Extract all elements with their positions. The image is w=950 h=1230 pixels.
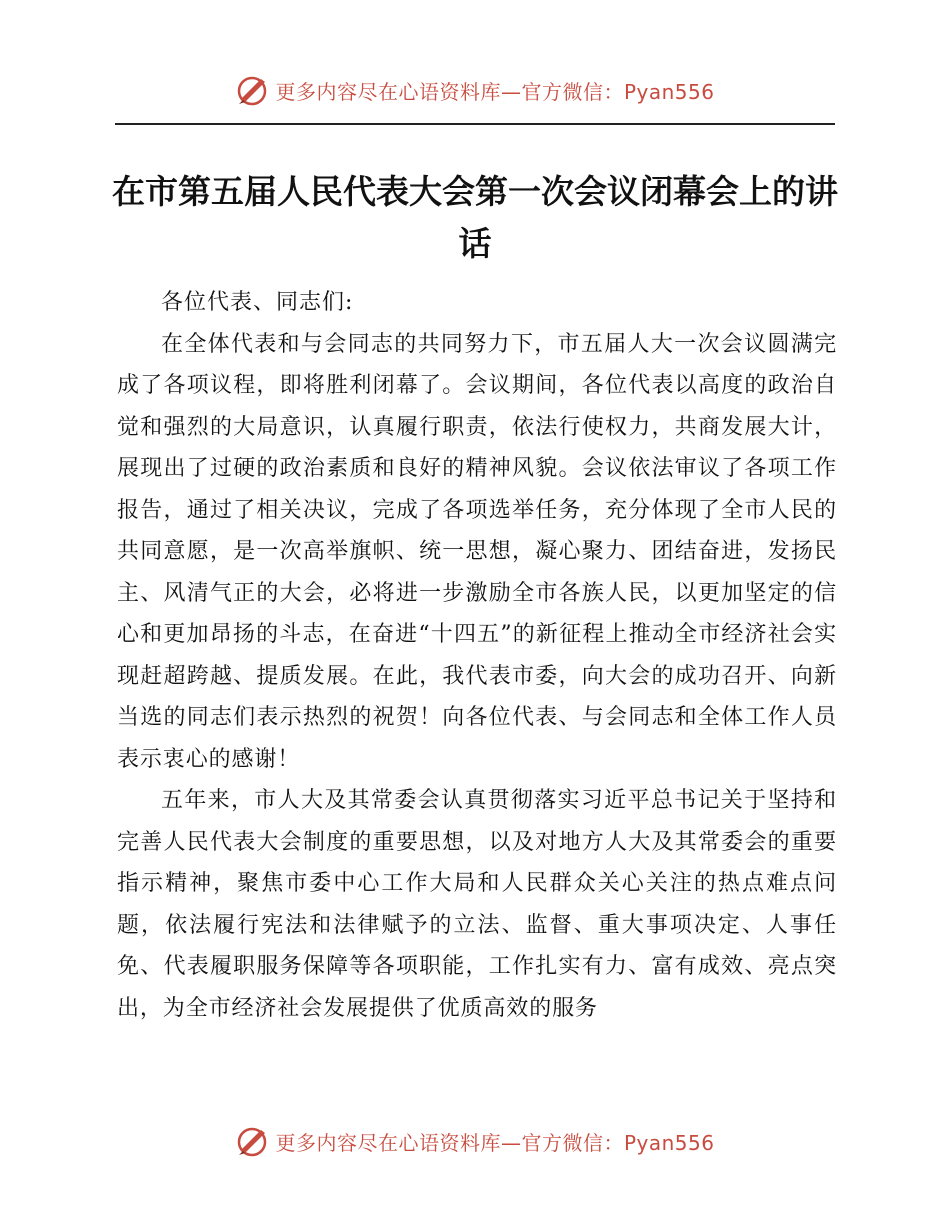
- document-title: 在市第五届人民代表大会第一次会议闭幕会上的讲话: [112, 172, 838, 263]
- pen-logo-icon: [235, 1124, 269, 1158]
- footer-banner: [0, 1121, 950, 1161]
- footer-banner-text: 更多内容尽在心语资料库—官方微信：Pyan556: [275, 1130, 715, 1155]
- document-body: [117, 282, 837, 1029]
- paragraph-2: 五年来，市人大及其常委会认真贯彻落实习近平总书记关于坚持和完善人民代表大会制度的重要思想，以及对地方人大及其常委会的重要指示精神，聚焦市委中心工作大局和人民群众关心关注的热点难点问题，依法履行宪法和法律赋予的立法、监督、重大事项决定、人事任免、代表履职服务保障等各项职能，工作扎实有力、富有成效、亮点突出，为全市经济社会发展提供了优质高效的服务: [117, 788, 837, 1021]
- pen-logo-icon: [235, 73, 269, 107]
- header-banner: [0, 70, 950, 110]
- header-banner-text: 更多内容尽在心语资料库—官方微信：Pyan556: [275, 79, 715, 104]
- paragraph-1: 在全体代表和与会同志的共同努力下，市五届人大一次会议圆满完成了各项议程，即将胜利闭幕了。会议期间，各位代表以高度的政治自觉和强烈的大局意识，认真履行职责，依法行使权力，共商发展大计，展现出了过硬的政治素质和良好的精神风貌。会议依法审议了各项工作报告，通过了相关决议，完成了各项选举任务，充分体现了全市人民的共同意愿，是一次高举旗帜、统一思想，凝心聚力、团结奋进，发扬民主、风清气正的大会，必将进一步激励全市各族人民，以更加坚定的信心和更加昂扬的斗志，在奋进“十四五”的新征程上推动全市经济社会实现赶超跨越、提质发展。在此，我代表市委，向大会的成功召开、向新当选的同志们表示热烈的祝贺！向各位代表、与会同志和全体工作人员表示衷心的感谢！: [117, 331, 837, 772]
- header-divider: [115, 123, 835, 125]
- salutation: 各位代表、同志们:: [161, 290, 354, 315]
